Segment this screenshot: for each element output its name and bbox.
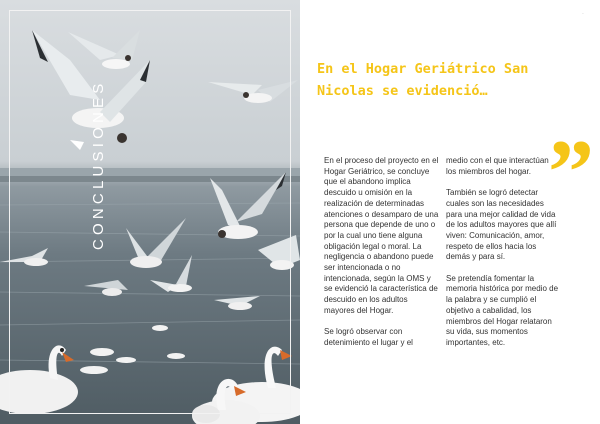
section-heading: En el Hogar Geriátrico San Nicolas se evidenció… xyxy=(317,61,529,99)
paragraph: También se logró detectar cuales son las necesidades para una mejor calidad de vida de los adultos mayores que allí viven: Comunicación, amor, respeto de ellos hacia los demás y para sí. xyxy=(446,188,557,262)
text-column-right xyxy=(446,156,561,359)
paragraph: medio con el que interactúan los miembros del hogar. xyxy=(446,156,549,176)
white-frame xyxy=(9,10,291,414)
paragraph: Se pretendía fomentar la memoria histórica por medio de la palabra y se cumplió el objetivo a cabalidad, los miembros del Hogar relataron su vida, sus momentos importantes, etc. xyxy=(446,273,559,347)
text-column-left xyxy=(324,156,439,359)
paragraph: En el proceso del proyecto en el Hogar Geriátrico, se concluye que el abandono implica descuido u omisión en la realización de determinadas atenciones o desamparo de una persona que depende de uno o por la cual uno tiene alguna obligación legal o moral. La negligencia o abandono puede ser intencionada o no intencionada, según la OMS y se evidenció la característica de descuido en los adultos mayores del Hogar. xyxy=(324,156,439,315)
corner-dot-icon: · xyxy=(582,11,584,18)
quote-mark-icon: ” xyxy=(548,126,594,186)
text-page xyxy=(300,0,600,424)
vertical-title xyxy=(88,50,108,250)
paragraph: Se logró observar con detenimiento el lugar y el xyxy=(324,327,413,347)
vertical-title-text: CONCLUSIONES xyxy=(90,79,107,250)
